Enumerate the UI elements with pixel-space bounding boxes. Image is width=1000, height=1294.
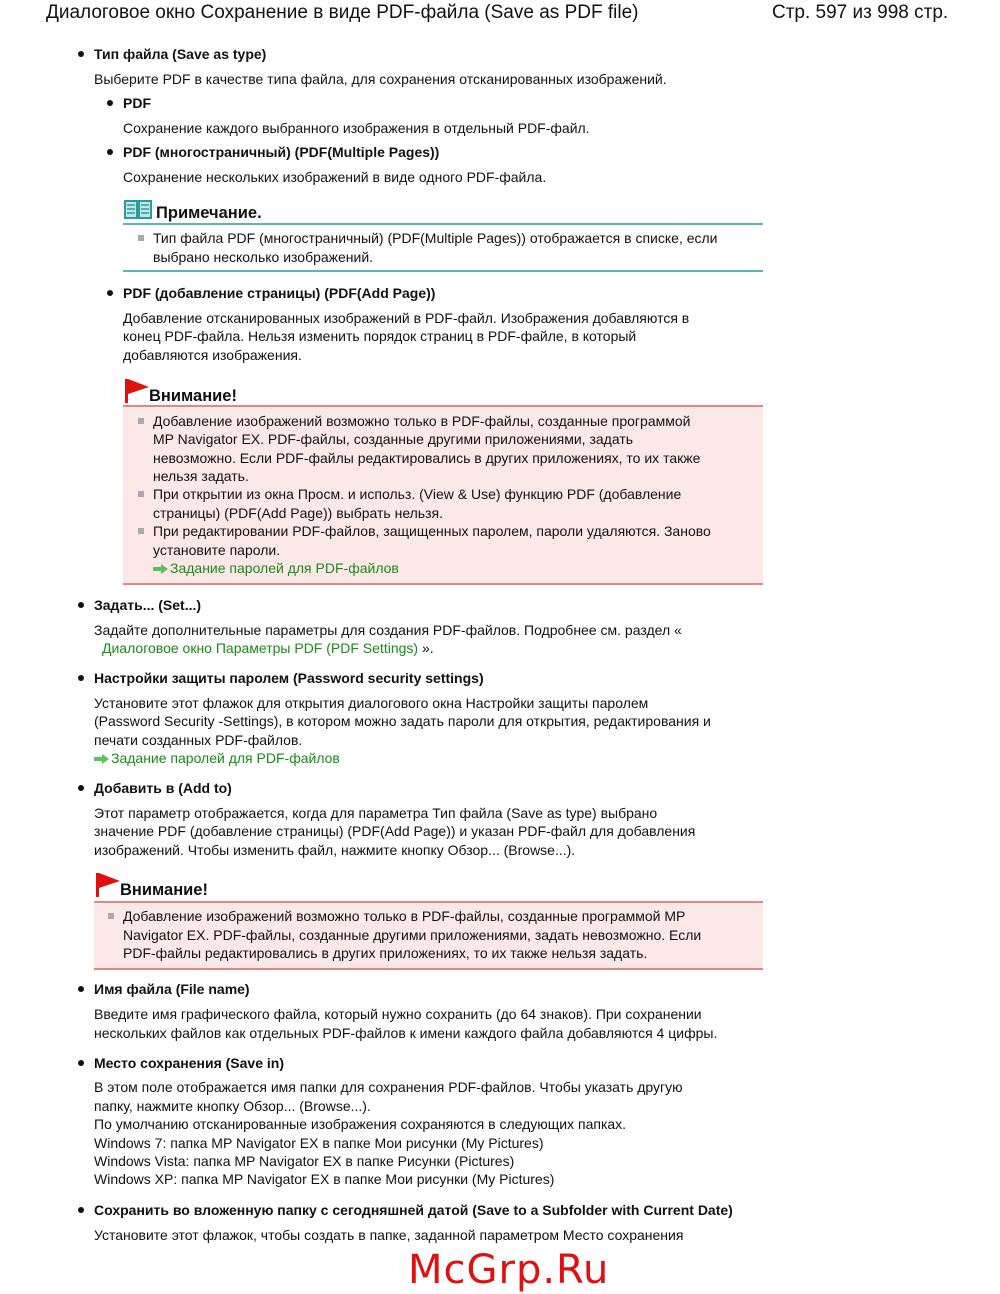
- bullet: [78, 1207, 84, 1213]
- section-title: Место сохранения (Save in): [94, 1055, 284, 1071]
- warning-text: Добавление изображений возможно только в PDF-файлы, созданные программой: [153, 413, 691, 429]
- warning-text: страницы) (PDF(Add Page)) выбрать нельзя.: [153, 505, 443, 521]
- section-text: Windows XP: папка MP Navigator EX в папке Мои рисунки (My Pictures): [94, 1171, 555, 1187]
- section-text: Задайте дополнительные параметры для создания PDF-файлов. Подробнее см. раздел «: [94, 622, 682, 638]
- bullet: [78, 602, 84, 608]
- list-marker: [138, 491, 144, 497]
- section-text: значение PDF (добавление страницы) (PDF(Add Page)) и указан PDF-файл для добавления: [94, 823, 696, 839]
- note-text: Тип файла PDF (многостраничный) (PDF(Multiple Pages)) отображается в списке, если: [153, 230, 718, 246]
- warning-text: Добавление изображений возможно только в PDF-файлы, созданные программой MP: [123, 908, 686, 924]
- subsection-title: PDF (добавление страницы) (PDF(Add Page)): [123, 285, 436, 301]
- subsection-text: Добавление отсканированных изображений в PDF-файл. Изображения добавляются в: [123, 310, 690, 326]
- subsection-title: PDF (многостраничный) (PDF(Multiple Pages)): [123, 144, 440, 160]
- subsection-text: Сохранение нескольких изображений в виде одного PDF-файла.: [123, 169, 547, 185]
- subsection-text: добавляются изображения.: [123, 347, 302, 363]
- section-text: папку, нажмите кнопку Обзор... (Browse...).: [94, 1098, 371, 1114]
- arrow-right-icon: [153, 564, 168, 574]
- warning-text: невозможно. Если PDF-файлы редактировались в других приложениях, то их также: [153, 450, 701, 466]
- subsection-text: Сохранение каждого выбранного изображения в отдельный PDF-файл.: [123, 120, 590, 136]
- subsection-title: PDF: [123, 95, 151, 111]
- note-book-icon: [124, 200, 152, 220]
- bullet: [78, 1060, 84, 1066]
- page-title: Диалоговое окно Сохранение в виде PDF-файла (Save as PDF file): [46, 2, 639, 23]
- section-title: Задать... (Set...): [94, 597, 202, 613]
- bullet: [78, 675, 84, 681]
- pdf-settings-link[interactable]: Диалоговое окно Параметры PDF (PDF Settings): [102, 640, 419, 656]
- bullet: [78, 51, 84, 57]
- warning-heading: Внимание!: [149, 387, 237, 405]
- section-text: Установите этот флажок для открытия диалогового окна Настройки защиты паролем: [94, 695, 649, 711]
- section-text: Выберите PDF в качестве типа файла, для сохранения отсканированных изображений.: [94, 71, 667, 87]
- bullet: [107, 100, 113, 106]
- warning-text: При редактировании PDF-файлов, защищенных паролем, пароли удаляются. Заново: [153, 523, 711, 539]
- warning-heading: Внимание!: [120, 881, 208, 899]
- section-title: Настройки защиты паролем (Password security settings): [94, 670, 484, 686]
- warning-text: Navigator EX. PDF-файлы, созданные другими приложениями, задать невозможно. Если: [123, 927, 702, 943]
- note-divider: [123, 270, 763, 272]
- link-suffix: ».: [421, 640, 434, 656]
- section-title: Имя файла (File name): [94, 981, 250, 997]
- password-link[interactable]: [94, 749, 340, 767]
- section-text: Windows Vista: папка MP Navigator EX в папке Рисунки (Pictures): [94, 1153, 515, 1169]
- warning-text: нельзя задать.: [153, 468, 249, 484]
- section-text: (Password Security -Settings), в котором можно задать пароли для открытия, редактирования и: [94, 713, 711, 729]
- section-title: Добавить в (Add to): [94, 780, 232, 796]
- section-text: Этот параметр отображается, когда для параметра Тип файла (Save as type) выбрано: [94, 805, 658, 821]
- password-link[interactable]: [153, 559, 399, 577]
- link-text[interactable]: Задание паролей для PDF-файлов: [170, 560, 399, 576]
- section-text: По умолчанию отсканированные изображения сохраняются в следующих папках.: [94, 1116, 627, 1132]
- note-divider: [123, 223, 763, 225]
- warning-text: MP Navigator EX. PDF-файлы, созданные другими приложениями, задать: [153, 431, 634, 447]
- bullet: [107, 149, 113, 155]
- note-heading: Примечание.: [156, 204, 262, 222]
- note-text: выбрано несколько изображений.: [153, 249, 374, 265]
- list-marker: [138, 235, 144, 241]
- bullet: [78, 986, 84, 992]
- list-marker: [108, 913, 114, 919]
- list-marker: [138, 418, 144, 424]
- section-text: [102, 639, 434, 657]
- list-marker: [138, 528, 144, 534]
- section-text: печати созданных PDF-файлов.: [94, 732, 303, 748]
- section-text: изображений. Чтобы изменить файл, нажмите кнопку Обзор... (Browse...).: [94, 842, 576, 858]
- warning-flag-icon: [124, 378, 150, 404]
- warning-text: установите пароли.: [153, 542, 281, 558]
- section-text: Windows 7: папка MP Navigator EX в папке Мои рисунки (My Pictures): [94, 1135, 544, 1151]
- page-counter: Стр. 597 из 998 стр.: [772, 2, 949, 23]
- section-text: нескольких файлов как отдельных PDF-файлов к имени каждого файла добавляются 4 цифры.: [94, 1025, 718, 1041]
- section-text: Установите этот флажок, чтобы создать в папке, заданной параметром Место сохранения: [94, 1227, 684, 1243]
- section-title: Сохранить во вложенную папку с сегодняшней датой (Save to a Subfolder with Current Date): [94, 1202, 733, 1218]
- watermark: McGrp.Ru: [408, 1247, 610, 1293]
- link-text[interactable]: Задание паролей для PDF-файлов: [111, 750, 340, 766]
- warning-text: PDF-файлы редактировались в других приложениях, то их также нельзя задать.: [123, 945, 648, 961]
- warning-flag-icon: [95, 872, 121, 898]
- section-text: В этом поле отображается имя папки для сохранения PDF-файлов. Чтобы указать другую: [94, 1079, 683, 1095]
- subsection-text: конец PDF-файла. Нельзя изменить порядок страниц в PDF-файле, в который: [123, 328, 637, 344]
- bullet: [78, 785, 84, 791]
- arrow-right-icon: [94, 754, 109, 764]
- warning-text: При открытии из окна Просм. и использ. (View & Use) функцию PDF (добавление: [153, 486, 682, 502]
- section-text: Введите имя графического файла, который нужно сохранить (до 64 знаков). При сохранении: [94, 1006, 702, 1022]
- section-title: Тип файла (Save as type): [94, 46, 267, 62]
- bullet: [107, 290, 113, 296]
